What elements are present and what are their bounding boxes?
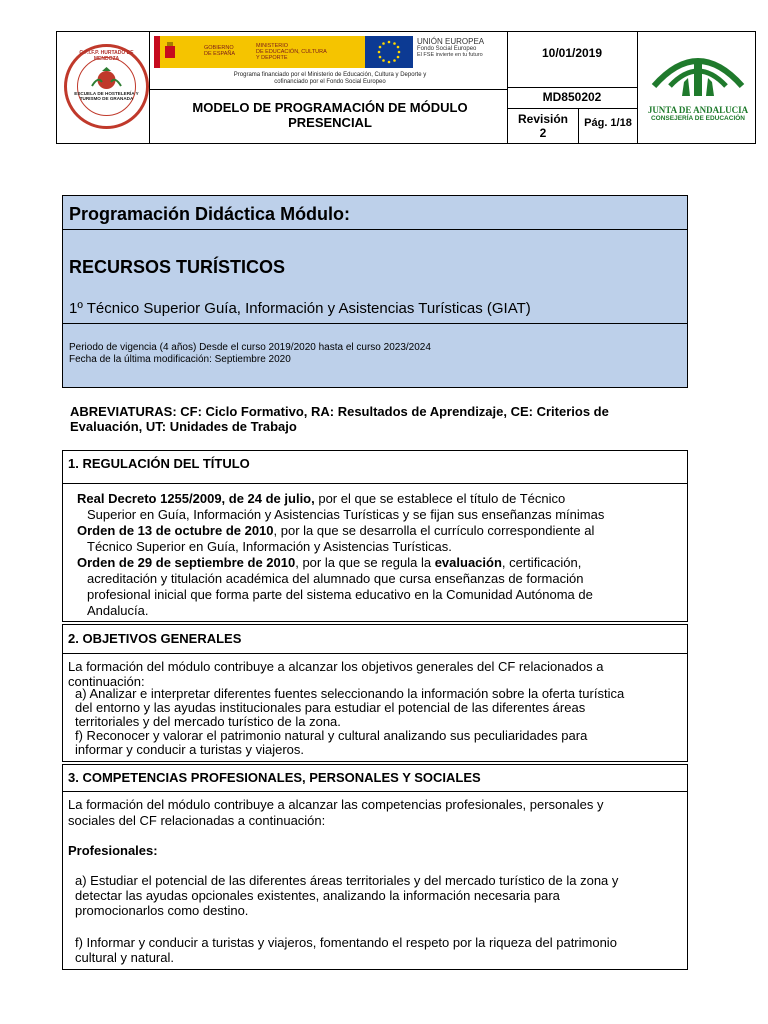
section2-intro1: La formación del módulo contribuye a alcanzar los objetivos generales del CF relacionados a (68, 659, 604, 674)
eu-text-block (417, 37, 512, 58)
orden1-text1: , por la que se desarrolla el currículo correspondiente al (273, 523, 595, 538)
section3-intro2: sociales del CF relacionadas a continuación: (68, 813, 326, 828)
objective-a-line1: a) Analizar e interpretar diferentes fuentes seleccionando la información sobre la oferta turística (75, 686, 625, 701)
section-competencias (62, 764, 688, 970)
abbreviations-line2: Evaluación, UT: Unidades de Trabajo (70, 419, 297, 434)
orden2-text4: Andalucía. (87, 603, 149, 618)
module-title: Programación Didáctica Módulo: (69, 204, 351, 224)
seal-inner-ring (77, 57, 136, 116)
rd-text2: Superior en Guía, Información y Asistencias Turísticas y se fijan sus enseñanzas mínimas (87, 507, 605, 522)
orden2-text2: acreditación y titulación académica del alumnado que cursa enseñanzas de formación (87, 571, 584, 586)
orden2-text1a: , por la que se regula la (295, 555, 435, 570)
junta-text (645, 105, 751, 122)
revision-label: Revisión (517, 112, 568, 126)
page-number: Pág. 1/18 (584, 117, 632, 129)
gobierno-line2: DE ESPAÑA (204, 51, 236, 57)
section2-heading: 2. OBJETIVOS GENERALES (68, 631, 242, 646)
orden2-bold: Orden de 29 de septiembre de 2010 (77, 555, 296, 570)
objective-a-line2: del entorno y las ayudas institucionales para estudiar el potencial de las diferentes áreas (75, 700, 586, 715)
orden2-text3: profesional inicial que forma parte del sistema educativo en la Comunidad Autónoma de (87, 587, 593, 602)
orden2-text1b: , certificación, (501, 555, 582, 570)
document-date: 10/01/2019 (541, 46, 603, 60)
section2-intro (68, 659, 682, 689)
section-objetivos (62, 624, 688, 762)
eu-flag-icon (365, 36, 413, 68)
competencia-f (75, 935, 683, 965)
module-name: RECURSOS TURÍSTICOS (69, 257, 286, 277)
competencia-a-line3: promocionarlos como destino. (75, 903, 249, 918)
orden-octubre (77, 523, 594, 538)
orden-septiembre (77, 555, 581, 570)
document-code: MD850202 (542, 90, 602, 104)
module-info-box (62, 195, 688, 388)
eu-title: UNIÓN EUROPEA (417, 37, 485, 46)
section-regulacion (62, 450, 688, 622)
ministerio-line2: DE EDUCACIÓN, CULTURA (256, 49, 327, 55)
objective-f-line1: f) Reconocer y valorar el patrimonio natural y cultural analizando sus peculiaridades para (75, 728, 588, 743)
financing-line1: Programa financiado por el Ministerio de Educación, Cultura y Deporte y (233, 72, 427, 78)
competencia-a-line2: detectar las ayudas opcionales existentes, analizando la información necesaria para (75, 888, 560, 903)
seal-bottom-text: ESCUELA DE HOSTELERÍA Y TURISMO DE GRANADA (74, 91, 139, 101)
financing-note (154, 72, 506, 86)
coat-of-arms-icon (163, 42, 177, 62)
junta-line1: JUNTA DE ANDALUCIA (647, 105, 749, 115)
section1-heading: 1. REGULACIÓN DEL TÍTULO (68, 456, 250, 471)
objective-f (75, 729, 683, 757)
revision-number: 2 (539, 126, 547, 140)
gobierno-line1: GOBIERNO (204, 45, 234, 51)
orden1-text2: Técnico Superior en Guía, Información y Asistencias Turísticas. (87, 539, 452, 554)
junta-line2: CONSEJERÍA DE EDUCACIÓN (650, 115, 746, 122)
objective-a-line3: territoriales y del mercado turístico de la zona. (75, 714, 341, 729)
financing-line2: cofinanciado por el Fondo Social Europeo (274, 79, 386, 85)
abbreviations-line1: ABREVIATURAS: CF: Ciclo Formativo, RA: Resultados de Aprendizaje, CE: Criterios de (70, 404, 609, 419)
ministerio-logo (252, 36, 365, 68)
module-course: 1º Técnico Superior Guía, Información y Asistencias Turísticas (GIAT) (69, 300, 531, 317)
revision (508, 112, 578, 140)
competencia-a (75, 873, 683, 918)
objective-f-line2: informar y conducir a turistas y viajeros. (75, 742, 305, 757)
section3-subheading: Profesionales: (68, 843, 158, 858)
eu-fund: Fondo Social Europeo (417, 46, 477, 52)
objective-a (75, 687, 683, 729)
module-validity: Periodo de vigencia (4 años) Desde el curso 2019/2020 hasta el curso 2023/2024 (69, 342, 431, 353)
flag-red-band (154, 36, 160, 68)
section3-heading: 3. COMPETENCIAS PROFESIONALES, PERSONALES Y SOCIALES (68, 770, 481, 785)
rd-bold: Real Decreto 1255/2009, de 24 de julio, (77, 491, 315, 506)
document-title-line1: MODELO DE PROGRAMACIÓN DE MÓDULO (192, 100, 468, 115)
eu-motto: El FSE invierte en tu futuro (417, 52, 483, 58)
module-last-modified: Fecha de la última modificación: Septiembre 2020 (69, 354, 291, 365)
orden2-eval: evaluación (434, 555, 502, 570)
orden1-bold: Orden de 13 de octubre de 2010 (77, 523, 274, 538)
section2-intro2: continuación: (68, 674, 145, 689)
real-decreto (77, 491, 565, 506)
competencia-f-line2: cultural y natural. (75, 950, 174, 965)
junta-andalucia-logo-icon (650, 42, 746, 100)
competencia-f-line1: f) Informar y conducir a turistas y viajeros, fomentando el respeto por la riqueza del patrimonio (75, 935, 617, 950)
document-title (154, 100, 506, 130)
ministerio-line3: Y DEPORTE (256, 55, 288, 61)
document-header (56, 31, 756, 144)
competencia-a-line1: a) Estudiar el potencial de las diferentes áreas territoriales y del mercado turístico de la zona y (75, 873, 619, 888)
section3-intro1: La formación del módulo contribuye a alcanzar las competencias profesionales, personales y (68, 797, 604, 812)
gobierno-espana-logo (154, 36, 252, 68)
abbreviations (70, 404, 609, 434)
rd-text1: por el que se establece el título de Técnico (314, 491, 566, 506)
document-title-line2: PRESENCIAL (288, 115, 372, 130)
seal-top-text: C.P.I.F.P. HURTADO DE MENDOZA (79, 50, 134, 62)
section3-intro (68, 797, 682, 829)
ministerio-line1: MINISTERIO (256, 43, 289, 49)
school-seal-logo (64, 44, 149, 129)
